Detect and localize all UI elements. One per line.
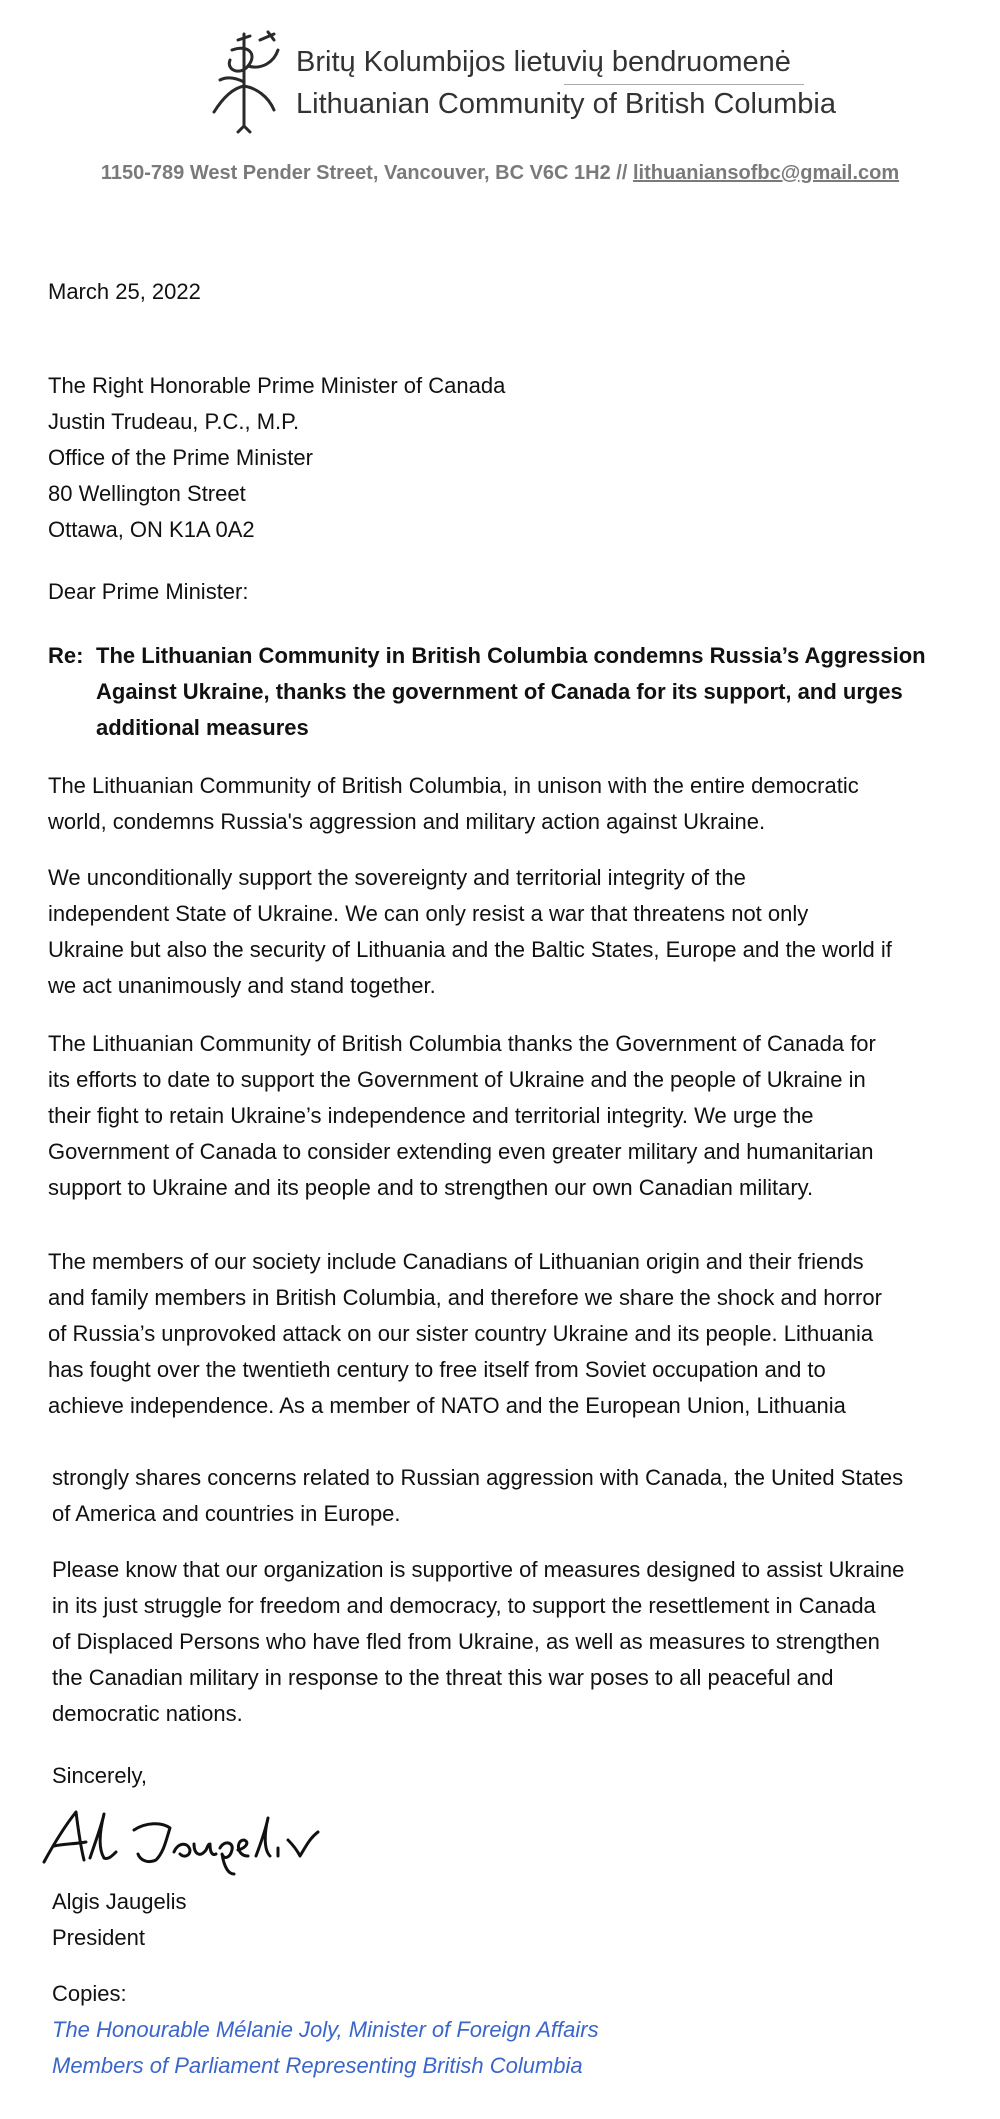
paragraph-line: Ukraine but also the security of Lithuania and the Baltic States, Europe and the world if (48, 937, 892, 962)
recipient-line: The Right Honorable Prime Minister of Canada (48, 373, 506, 398)
paragraph-line: The Lithuanian Community of British Columbia thanks the Government of Canada for (48, 1031, 876, 1056)
letterhead-divider (564, 84, 804, 85)
body-paragraph (52, 1552, 972, 1732)
recipient-block (48, 368, 968, 548)
lithuanian-community-emblem-icon (204, 26, 294, 136)
handwritten-signature (38, 1800, 338, 1880)
paragraph-line: its efforts to date to support the Government of Ukraine and the people of Ukraine in (48, 1067, 866, 1092)
signer-name: Algis Jaugelis (52, 1889, 187, 1914)
recipient-line: 80 Wellington Street (48, 481, 246, 506)
paragraph-line: The members of our society include Canadians of Lithuanian origin and their friends (48, 1249, 864, 1274)
paragraph-line: of America and countries in Europe. (52, 1501, 401, 1526)
paragraph-line: has fought over the twentieth century to free itself from Soviet occupation and to (48, 1357, 826, 1382)
body-paragraph (48, 1026, 968, 1206)
recipient-line: Office of the Prime Minister (48, 445, 313, 470)
org-name-english: Lithuanian Community of British Columbia (296, 88, 836, 120)
subject-line: additional measures (96, 715, 309, 740)
paragraph-line: support to Ukraine and its people and to strengthen our own Canadian military. (48, 1175, 814, 1200)
paragraph-line: strongly shares concerns related to Russian aggression with Canada, the United States (52, 1465, 904, 1490)
paragraph-line: independent State of Ukraine. We can only resist a war that threatens not only (48, 901, 809, 926)
paragraph-line: and family members in British Columbia, and therefore we share the shock and horror (48, 1285, 882, 1310)
paragraph-line: world, condemns Russia's aggression and military action against Ukraine. (48, 809, 766, 834)
paragraph-line: Government of Canada to consider extending even greater military and humanitarian (48, 1139, 874, 1164)
paragraph-line: We unconditionally support the sovereignty and territorial integrity of the (48, 865, 746, 890)
letter-date: March 25, 2022 (48, 279, 201, 304)
salutation: Dear Prime Minister: (48, 579, 249, 604)
subject-text (96, 638, 976, 746)
address-text: 1150-789 West Pender Street, Vancouver, BC V6C 1H2 // (100, 162, 633, 184)
paragraph-line: of Displaced Persons who have fled from Ukraine, as well as measures to strengthen (52, 1629, 880, 1654)
body-paragraph (48, 1244, 968, 1424)
paragraph-line: of Russia’s unprovoked attack on our sister country Ukraine and its people. Lithuania (48, 1321, 874, 1346)
paragraph-line: The Lithuanian Community of British Columbia, in unison with the entire democratic (48, 773, 859, 798)
copy-recipient: The Honourable Mélanie Joly, Minister of Foreign Affairs (52, 2017, 599, 2042)
letterhead-address (0, 162, 1000, 185)
paragraph-line: their fight to retain Ukraine’s independence and territorial integrity. We urge the (48, 1103, 814, 1128)
letterhead (204, 26, 844, 136)
paragraph-line: we act unanimously and stand together. (48, 973, 436, 998)
paragraph-line: in its just struggle for freedom and democracy, to support the resettlement in Canada (52, 1593, 876, 1618)
email-link[interactable]: lithuaniansofbc@gmail.com (632, 162, 900, 184)
subject-line: Against Ukraine, thanks the government of Canada for its support, and urges (96, 679, 903, 704)
paragraph-line: democratic nations. (52, 1701, 243, 1726)
subject-line: The Lithuanian Community in British Columbia condemns Russia’s Aggression (96, 643, 926, 668)
body-paragraph (48, 768, 968, 840)
subject-label: Re: (48, 643, 84, 668)
recipient-line: Justin Trudeau, P.C., M.P. (48, 409, 300, 434)
recipient-line: Ottawa, ON K1A 0A2 (48, 517, 255, 542)
signer-block (52, 1884, 972, 1956)
paragraph-line: Please know that our organization is supportive of measures designed to assist Ukraine (52, 1557, 905, 1582)
body-paragraph (48, 860, 968, 1004)
paragraph-line: the Canadian military in response to the threat this war poses to all peaceful and (52, 1665, 834, 1690)
signer-title: President (52, 1925, 145, 1950)
org-name-lithuanian: Britų Kolumbijos lietuvių bendruomenė (296, 46, 791, 78)
body-paragraph (52, 1460, 972, 1532)
paragraph-line: achieve independence. As a member of NATO and the European Union, Lithuania (48, 1393, 846, 1418)
copy-recipient: Members of Parliament Representing British Columbia (52, 2053, 583, 2078)
closing: Sincerely, (52, 1763, 147, 1788)
copies-label: Copies: (52, 1981, 127, 2006)
copies-block (52, 1976, 972, 2084)
